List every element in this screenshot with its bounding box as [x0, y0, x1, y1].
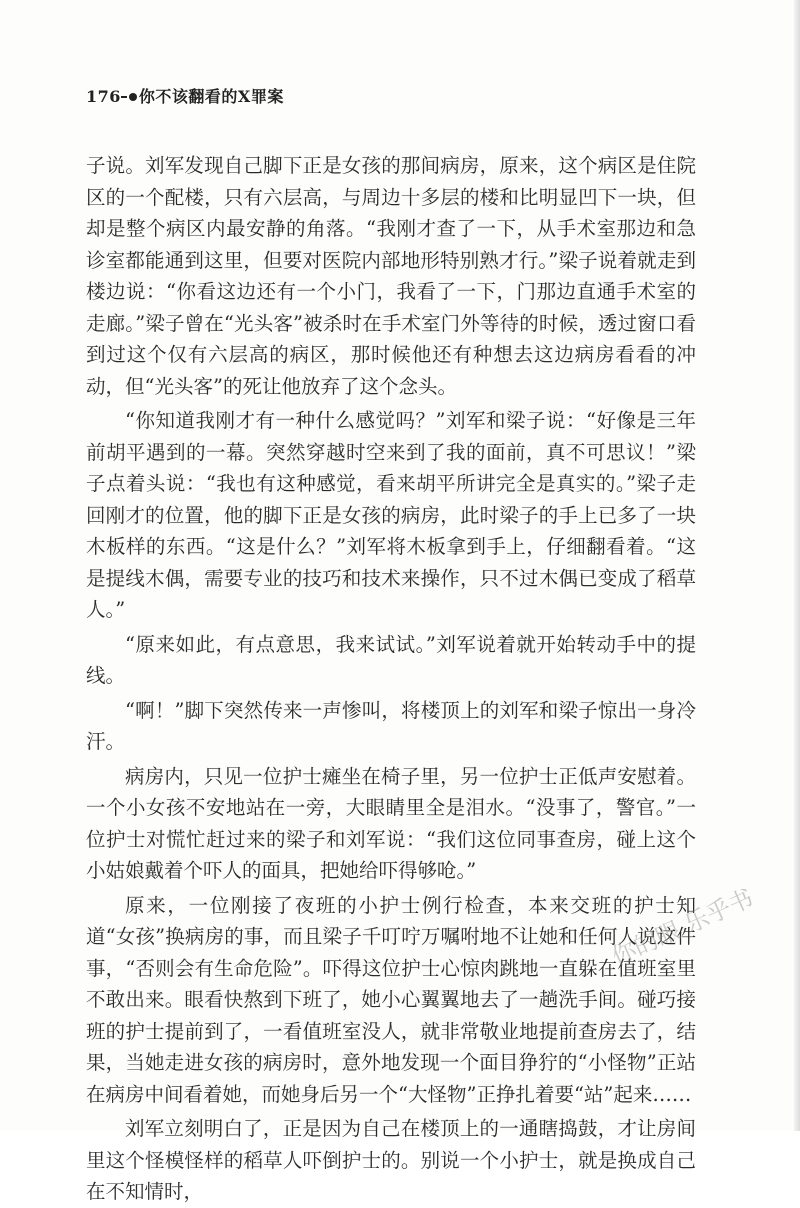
- paragraph-3: “原来如此，有点意思，我来试试。”刘军说着就开始转动手中的提线。: [86, 632, 696, 687]
- page-edge: [794, 0, 800, 1131]
- page-number: 176: [86, 87, 121, 106]
- running-header: [86, 84, 284, 107]
- paragraph-4: “啊！”脚下突然传来一声惨叫，将楼顶上的刘军和梁子惊出一身冷汗。: [86, 698, 696, 753]
- paragraph-2: “你知道我刚才有一种什么感觉吗？”刘军和梁子说：“好像是三年前胡平遇到的一幕。突然穿越时空来到了我的面前，真不可思议！”梁子点着头说：“我也有这种感觉，看来胡平所讲完全是真实的。”梁子走回刚才的位置，他的脚下正是女孩的病房，此时梁子的手上已多了一块木板样的东西。“这是什么？”刘军将木板拿到手上，仔细翻看着。“这是提线木偶，需要专业的技巧和技术来操作，只不过木偶已变成了稻草人。”: [86, 409, 696, 621]
- paragraph-5: 病房内，只见一位护士瘫坐在椅子里，另一位护士正低声安慰着。一个小女孩不安地站在一旁，大眼睛里全是泪水。“没事了，警官。”一位护士对慌忙赶过来的梁子和刘军说：“我们这位同事查房，碰上这个小姑娘戴着个吓人的面具，把她给吓得够呛。”: [86, 764, 696, 882]
- header-bullet-ornament: [129, 93, 137, 101]
- paragraph-6: 原来，一位刚接了夜班的小护士例行检查，本来交班的护士知道“女孩”换病房的事，而且梁子千叮咛万嘱咐地不让她和任何人说这件事，“否则会有生命危险”。吓得这位护士心惊肉跳地一直躲在值班室里不敢出来。眼看快熬到下班了，她小心翼翼地去了一趟洗手间。碰巧接班的护士提前到了，一看值班室没人，就非常敬业地提前查房去了，结果，当她走进女孩的病房时，意外地发现一个面目狰狞的“小怪物”正站在病房中间看着她，而她身后另一个“大怪物”正挣扎着要“站”起来……: [86, 893, 696, 1106]
- header-dash-ornament: [121, 96, 127, 98]
- book-title: 你不该翻看的X罪案: [138, 87, 284, 106]
- watermark-stamp: 你的眼 乐乎书: [607, 883, 758, 971]
- paragraph-7: 刘军立刻明白了，正是因为自己在楼顶上的一通瞎捣鼓，才让房间里这个怪模怪样的稻草人吓倒护士的。别说一个小护士，就是换成自己在不知情时，: [86, 1117, 696, 1203]
- paragraph-1: 子说。刘军发现自己脚下正是女孩的那间病房，原来，这个病区是住院区的一个配楼，只有六层高，与周边十多层的楼和比明显凹下一块，但却是整个病区内最安静的角落。“我刚才查了一下，从手术室那边和急诊室都能通到这里，但要对医院内部地形特别熟才行。”梁子说着就走到楼边说：“你看这边还有一个小门，我看了一下，门那边直通手术室的走廊。”梁子曾在“光头客”被杀时在手术室门外等待的时候，透过窗口看到过这个仅有六层高的病区，那时候他还有种想去这边病房看看的冲动，但“光头客”的死让他放弃了这个念头。: [86, 154, 696, 398]
- body-text: [86, 150, 696, 1208]
